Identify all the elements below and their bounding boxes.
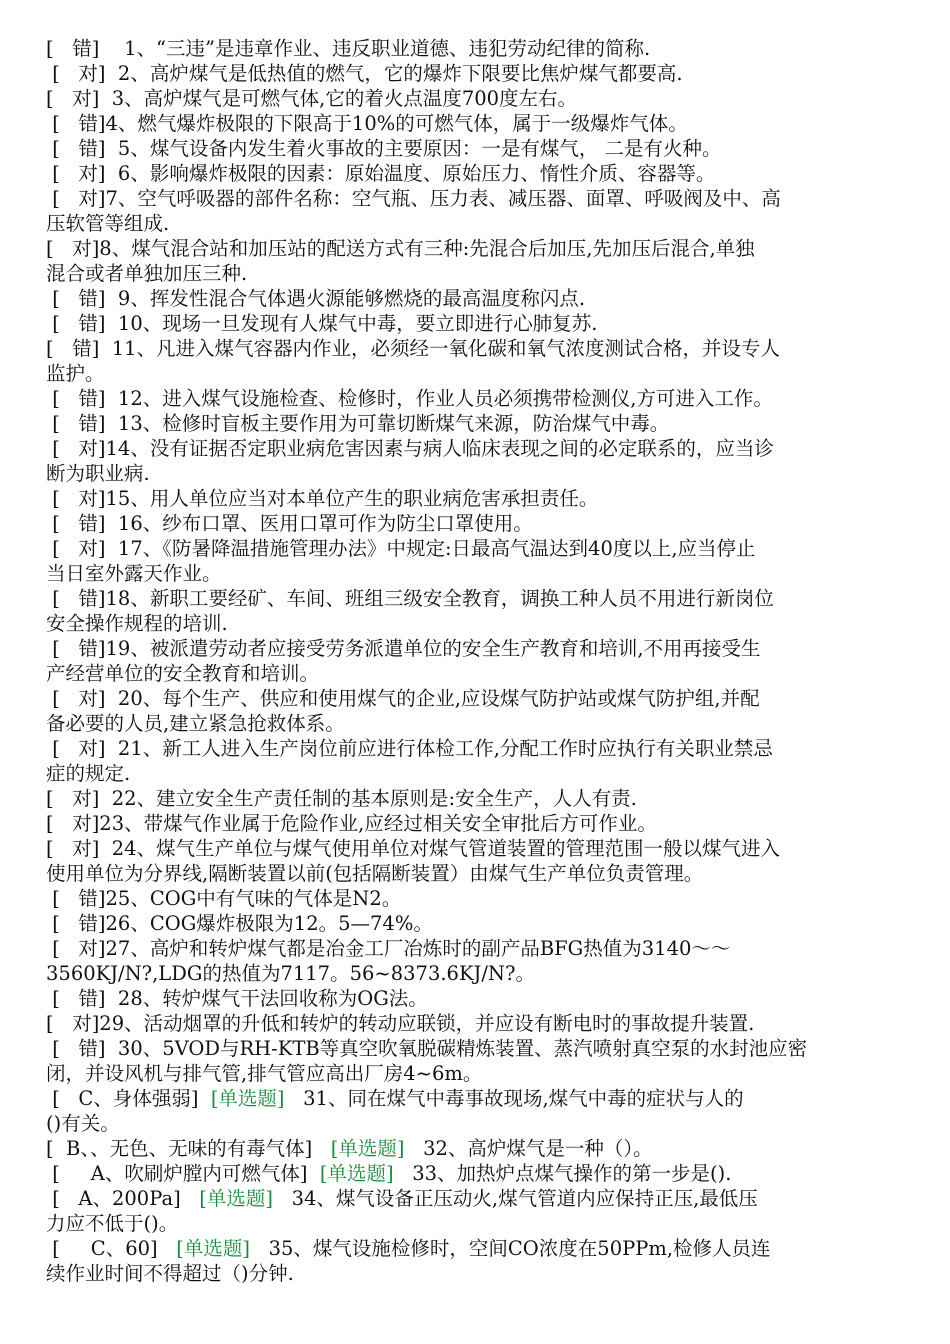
answer-bracket: [ C、60] [46,1237,177,1260]
question-line: [ 对] 17、《防暑降温措施管理办法》中规定:日最高气温达到40度以上,应当停止 [46,537,756,560]
question-line: [ 对]8、煤气混合站和加压站的配送方式有三种:先混合后加压,先加压后混合,单独 [46,237,755,260]
question-line: 压软管等组成. [46,212,170,235]
single-choice-question-line [46,1236,904,1261]
answer-bracket: [ B、、无色、无味的有毒气体] [46,1137,331,1160]
question-line: [ 错] 9、挥发性混合气体遇火源能够燃烧的最高温度称闪点. [46,287,586,310]
question-line: [ 错]25、COG中有气味的气体是N2。 [46,887,402,910]
question-line: [ 对]7、空气呼吸器的部件名称：空气瓶、压力表、减压器、面罩、呼吸阀及中、高 [46,187,781,210]
question-line: [ 错]4、燃气爆炸极限的下限高于10%的可燃气体，属于一级爆炸气体。 [46,112,688,135]
question-line: 当日室外露天作业。 [46,562,222,585]
question-line: [ 错] 30、5VOD与RH-KTB等真空吹氧脱碳精炼装置、蒸汽喷射真空泵的水封池应密 [46,1037,808,1060]
answer-bracket: [ A、吹刷炉膛内可燃气体] [46,1162,320,1185]
question-line: [ 对] 3、高炉煤气是可燃气体,它的着火点温度700度左右。 [46,87,578,110]
answer-bracket: [ C、身体强弱] [46,1087,211,1110]
single-choice-question-line [46,1161,904,1186]
question-line: [ 错] 28、转炉煤气干法回收称为OG法。 [46,987,428,1010]
question-text: 34、煤气设备正压动火,煤气管道内应保持正压,最低压 [273,1187,758,1210]
single-choice-tag: [单选题] [199,1187,273,1210]
question-line: [ 错] 10、现场一旦发现有人煤气中毒，要立即进行心肺复苏. [46,312,598,335]
question-line: [ 错] 5、煤气设备内发生着火事故的主要原因：一是有煤气， 二是有火种。 [46,137,722,160]
question-line: 闭，并设风机与排气管,排气管应高出厂房4~6m。 [46,1062,483,1085]
question-line: [ 对] 6、影响爆炸极限的因素：原始温度、原始压力、惰性介质、容器等。 [46,162,716,185]
question-line: [ 对] 2、高炉煤气是低热值的燃气，它的爆炸下限要比焦炉煤气都要高. [46,62,683,85]
question-line: [ 错]19、被派遣劳动者应接受劳务派遣单位的安全生产教育和培训,不用再接受生 [46,637,761,660]
question-line: 3560KJ/N?,LDG的热值为7117。56~8373.6KJ/N?。 [46,962,535,985]
single-choice-question-line [46,1086,904,1111]
question-line: 使用单位为分界线,隔断装置以前(包括隔断装置）由煤气生产单位负责管理。 [46,862,704,885]
question-line: 备必要的人员,建立紧急抢救体系。 [46,712,345,735]
question-line: [ 对]29、活动烟罩的升低和转炉的转动应联锁，并应设有断电时的事故提升装置. [46,1012,755,1035]
question-line: [ 错] 16、纱布口罩、医用口罩可作为防尘口罩使用。 [46,512,533,535]
question-line: 断为职业病. [46,462,150,485]
question-line: [ 对]15、用人单位应当对本单位产生的职业病危害承担责任。 [46,487,599,510]
answer-bracket: [ A、200Pa] [46,1187,200,1210]
question-line: 安全操作规程的培训. [46,612,228,635]
question-text: 32、高炉煤气是一种（）。 [404,1137,653,1160]
question-line-continuation: ()有关。 [46,1112,120,1135]
question-line: [ 错]18、新职工要经矿、车间、班组三级安全教育，调换工种人员不用进行新岗位 [46,587,774,610]
question-text: 31、同在煤气中毒事故现场,煤气中毒的症状与人的 [284,1087,744,1110]
question-text: 33、加热炉点煤气操作的第一步是(). [393,1162,732,1185]
question-line: [ 对] 21、新工人进入生产岗位前应进行体检工作,分配工作时应执行有关职业禁忌 [46,737,773,760]
question-line: [ 对] 24、煤气生产单位与煤气使用单位对煤气管道装置的管理范围一般以煤气进入 [46,837,781,860]
question-line: [ 错] 12、进入煤气设施检查、检修时，作业人员必须携带检测仪,方可进入工作。 [46,387,773,410]
question-line: 症的规定. [46,762,131,785]
question-line: [ 对]14、没有证据否定职业病危害因素与病人临床表现之间的必定联系的，应当诊 [46,437,774,460]
question-line: [ 对] 22、建立安全生产责任制的基本原则是:安全生产，人人有责. [46,787,637,810]
single-choice-tag: [单选题] [210,1087,285,1110]
question-line: [ 错]26、COG爆炸极限为12。5—74%。 [46,912,433,935]
question-line-continuation: 力应不低于()。 [46,1212,179,1235]
single-choice-question-line [46,1136,904,1161]
question-line-continuation: 续作业时间不得超过（)分钟. [46,1262,294,1285]
question-line: [ 错] 13、检修时盲板主要作用为可靠切断煤气来源，防治煤气中毒。 [46,412,670,435]
question-line: [ 错] 11、凡进入煤气容器内作业，必须经一氧化碳和氧气浓度测试合格，并设专人 [46,337,781,360]
single-choice-tag: [单选题] [176,1237,250,1260]
question-text: 35、煤气设施检修时，空间CO浓度在50PPm,检修人员连 [249,1237,771,1260]
question-line: 产经营单位的安全教育和培训。 [46,662,320,685]
question-line: [ 对]27、高炉和转炉煤气都是冶金工厂冶炼时的副产品BFG热值为3140～～ [46,937,731,960]
question-line: [ 对] 20、每个生产、供应和使用煤气的企业,应设煤气防护站或煤气防护组,并配 [46,687,760,710]
single-choice-tag: [单选题] [330,1137,405,1160]
single-choice-tag: [单选题] [319,1162,394,1185]
question-line: [ 错] 1、“三违”是违章作业、违反职业道德、违犯劳动纪律的简称. [46,37,651,60]
question-line: 混合或者单独加压三种. [46,262,248,285]
question-line: [ 对]23、带煤气作业属于危险作业,应经过相关安全审批后方可作业。 [46,812,657,835]
question-line: 监护。 [46,362,105,385]
document-page [46,36,904,1286]
single-choice-question-line [46,1186,904,1211]
